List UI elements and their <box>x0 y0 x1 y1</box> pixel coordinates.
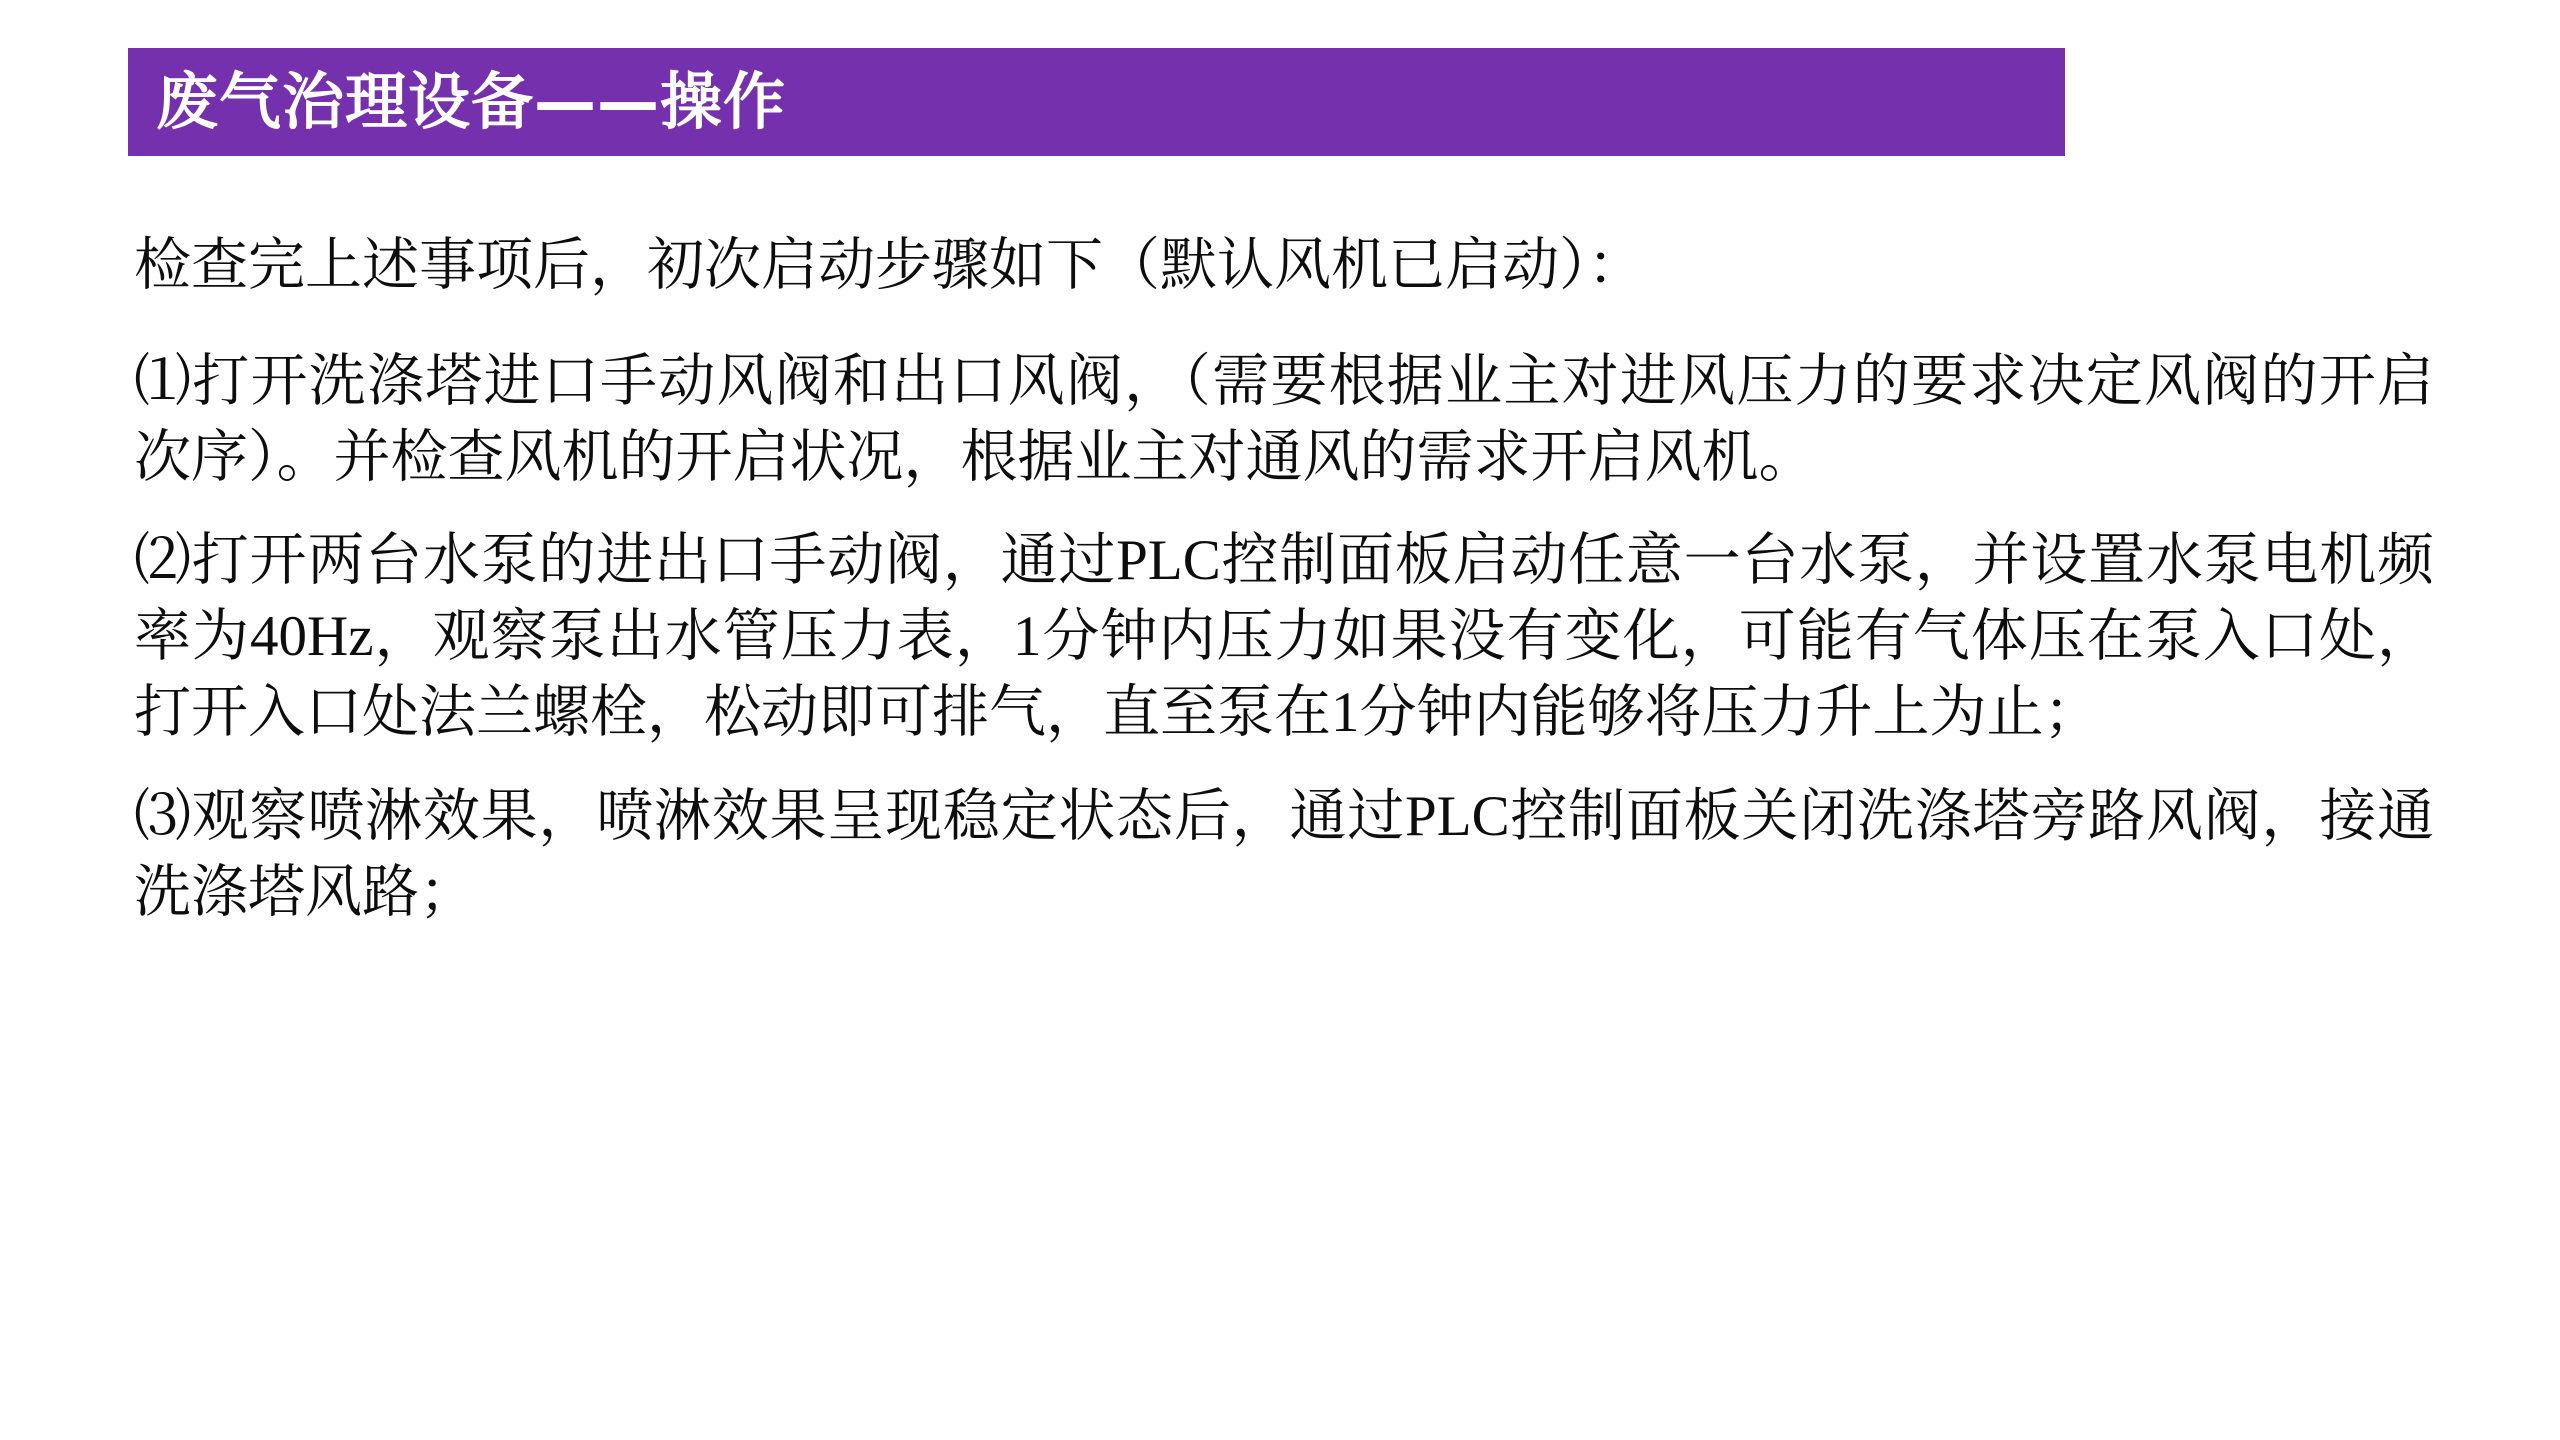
slide-title-banner <box>128 48 2065 156</box>
slide-body <box>134 228 2434 930</box>
page-title: 废气治理设备——操作 <box>156 65 787 138</box>
body-paragraph-step-3: ⑶观察喷淋效果，喷淋效果呈现稳定状态后，通过PLC控制面板关闭洗涤塔旁路风阀，接通洗涤塔风路； <box>134 784 2434 924</box>
body-paragraph-intro: 检查完上述事项后，初次启动步骤如下（默认风机已启动）： <box>134 234 1645 297</box>
body-paragraph-step-2: ⑵打开两台水泵的进出口手动阀，通过PLC控制面板启动任意一台水泵，并设置水泵电机频率为40Hz，观察泵出水管压力表，1分钟内压力如果没有变化，可能有气体压在泵入口处，打开入口处法兰螺栓，松动即可排气，直至泵在1分钟内能够将压力升上为止； <box>134 529 2434 744</box>
body-paragraph-step-1: ⑴打开洗涤塔进口手动风阀和出口风阀，（需要根据业主对进风压力的要求决定风阀的开启次序）。并检查风机的开启状况，根据业主对通风的需求开启风机。 <box>134 349 2434 489</box>
